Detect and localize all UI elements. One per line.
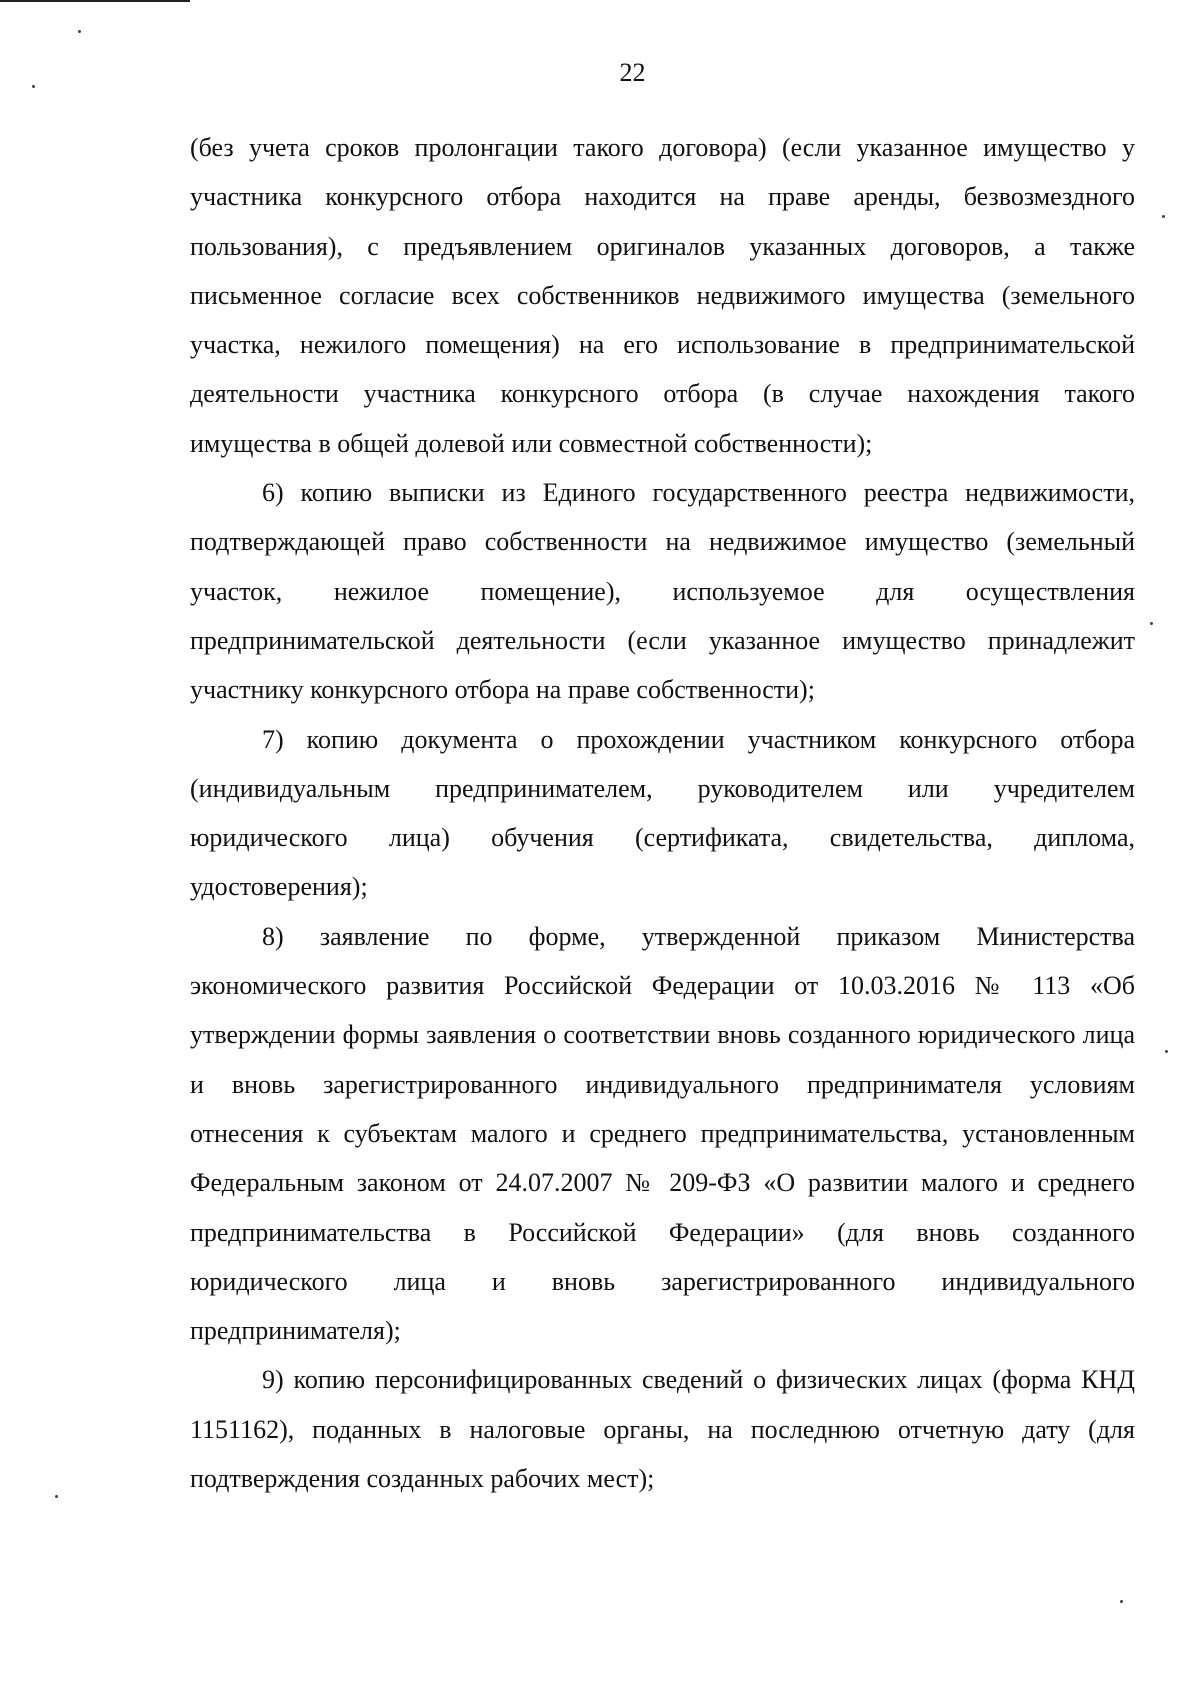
scan-speck [55,1495,58,1498]
paragraph-continuation: (без учета сроков пролонгации такого договора) (если указанное имущество у участника конкурсного отбора находится на праве аренды, безвозмездного пользования), с предъявлением оригиналов указанных договоров, а также письменное согласие всех собственников недвижимого имущества (земельного участка, нежилого помещения) на его использование в предпринимательской деятельности участника конкурсного отбора (в случае нахождения такого имущества в общей долевой или совместной собственности); [190,133,1135,458]
scan-speck [1150,622,1153,625]
scan-speck [78,30,81,33]
paragraph-item-7: 7) копию документа о прохождении участником конкурсного отбора (индивидуальным предпринимателем, руководителем или учредителем юридического лица) обучения (сертификата, свидетельства, диплома, удостоверения); [190,724,1135,902]
paragraph-item-9: 9) копию персонифицированных сведений о физических лицах (форма КНД 1151162), поданных в налоговые органы, на последнюю отчетную дату (для подтверждения созданных рабочих мест); [190,1365,1135,1494]
scan-speck [1120,1600,1123,1603]
scan-speck [32,85,35,88]
document-body [190,123,1135,1503]
paragraph-item-8: 8) заявление по форме, утвержденной приказом Министерства экономического развития Российской Федерации от 10.03.2016 № 113 «Об утверждении формы заявления о соответствии вновь созданного юридического лица и вновь зарегистрированного индивидуального предпринимателя условиям отнесения к субъектам малого и среднего предпринимательства, установленным Федеральным законом от 24.07.2007 № 209-ФЗ «О развитии малого и среднего предпринимательства в Российской Федерации» (для вновь созданного юридического лица и вновь зарегистрированного индивидуального предпринимателя); [190,921,1135,1346]
scan-speck [1165,1050,1168,1053]
scan-speck [1162,215,1165,218]
scan-edge-line [0,0,190,2]
paragraph-item-6: 6) копию выписки из Единого государственного реестра недвижимости, подтверждающей право собственности на недвижимое имущество (земельный участок, нежилое помещение), используемое для осуществления предпринимательской деятельности (если указанное имущество принадлежит участнику конкурсного отбора на праве собственности); [190,478,1135,705]
page-number: 22 [619,58,646,87]
